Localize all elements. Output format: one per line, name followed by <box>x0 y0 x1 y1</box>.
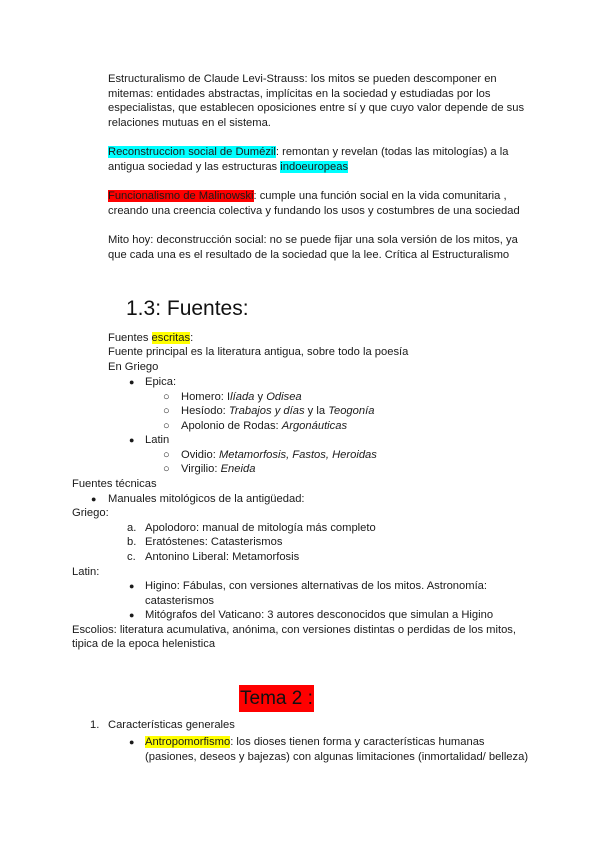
bullet-icon: ● <box>91 494 97 504</box>
bullet-icon: ● <box>129 435 135 445</box>
bullet-icon: ● <box>129 581 135 591</box>
text-line: Manuales mitológicos de la antigüedad: <box>108 493 305 505</box>
text-span: : cumple una función social en la vida comunitaria , <box>253 190 507 202</box>
list-item-higino: Higino: Fábulas, con versiones alternativas de los mitos. Astronomía: <box>145 580 488 592</box>
circle-bullet-icon: ○ <box>163 405 170 417</box>
list-item-ovidio <box>181 448 377 463</box>
tema-heading: Tema 2 : <box>239 685 314 712</box>
text-line: Estructuralismo de Claude Levi-Strauss: los mitos se pueden descomponer en <box>108 73 497 85</box>
title-odisea: Odisea <box>266 391 302 403</box>
text-line: Griego: <box>72 507 109 519</box>
list-marker: 1. <box>90 719 100 731</box>
text-span: antigua sociedad y las estructuras <box>108 161 281 173</box>
text-line: Epica: <box>145 376 177 388</box>
text-line: Latin <box>145 434 170 446</box>
text-span: : los dioses tienen forma y características humanas <box>230 736 485 748</box>
list-item: Antonino Liberal: Metamorfosis <box>145 551 300 563</box>
list-item-apolonio <box>181 419 347 434</box>
text-line <box>108 145 508 160</box>
circle-bullet-icon: ○ <box>163 391 170 403</box>
section-heading: 1.3: Fuentes: <box>126 297 249 320</box>
list-item-virgilio <box>181 462 255 477</box>
title-eneida: Eneida <box>220 463 256 475</box>
circle-bullet-icon: ○ <box>163 420 170 432</box>
text-line: catasterismos <box>145 595 215 607</box>
text-span: Fuentes <box>108 332 152 344</box>
text-line: Latin: <box>72 566 100 578</box>
text-line: Fuente principal es la literatura antigua, sobre todo la poesía <box>108 346 409 358</box>
text-line <box>108 189 507 204</box>
text-line: tipica de la epoca helenistica <box>72 638 216 650</box>
title-argonauticas: Argonáuticas <box>281 420 348 432</box>
text-line: creando una creencia colectiva y fundando los usos y costumbres de una sociedad <box>108 205 520 217</box>
text-span: : <box>190 332 194 344</box>
text-span: Ovidio: <box>181 449 219 461</box>
text-span: y la <box>304 405 329 417</box>
text-line: que cada una es el resultado de la sociedad que la lee. Crítica al Estructuralismo <box>108 249 510 261</box>
highlight-antropomorfismo: Antropomorfismo <box>145 736 231 748</box>
text-span: Hesíodo: <box>181 405 229 417</box>
text-line: especialistas, que establecen oposiciones entre sí y que cuyo valor depende de sus <box>108 102 525 114</box>
list-item-mitografos: Mitógrafos del Vaticano: 3 autores desconocidos que simulan a Higino <box>145 609 494 621</box>
text-line: (pasiones, deseos y bajezas) con algunas limitaciones (inmortalidad/ belleza) <box>145 751 529 763</box>
list-item-homero <box>181 390 302 405</box>
list-marker: a. <box>127 522 137 534</box>
list-item-caracteristicas: Características generales <box>108 719 235 731</box>
text-line <box>108 160 348 175</box>
text-line: En Griego <box>108 361 159 373</box>
text-span: y <box>254 391 267 403</box>
list-marker: b. <box>127 536 137 548</box>
bullet-icon: ● <box>129 377 135 387</box>
title-trabajos: Trabajos y días <box>228 405 305 417</box>
circle-bullet-icon: ○ <box>163 463 170 475</box>
text-span: Homero: I <box>181 391 231 403</box>
title-iliada: líada <box>230 391 255 403</box>
highlight-indoeuropeas: indoeuropeas <box>280 161 349 173</box>
text-span: : remontan y revelan (todas las mitologías) a la <box>275 146 509 158</box>
title-ovidio-works: Metamorfosis, Fastos, Heroidas <box>218 449 377 461</box>
list-marker: c. <box>127 551 136 563</box>
list-item: Apolodoro: manual de mitología más completo <box>145 522 376 534</box>
title-teogonia: Teogonía <box>328 405 375 417</box>
list-item-hesiodo <box>181 404 374 419</box>
text-line: relaciones mutuas en el sistema. <box>108 117 271 129</box>
text-span: Virgilio: <box>181 463 221 475</box>
highlight-dumezil: Reconstruccion social de Dumézil <box>108 146 276 158</box>
list-item-antropomorfismo <box>145 735 485 750</box>
highlight-escritas: escritas <box>151 332 191 344</box>
bullet-icon: ● <box>129 610 135 620</box>
text-line: Fuentes técnicas <box>72 478 157 490</box>
text-line: mitemas: entidades abstractas, implícitas en la sociedad y estudiadas por los <box>108 88 491 100</box>
circle-bullet-icon: ○ <box>163 449 170 461</box>
bullet-icon: ● <box>129 737 135 747</box>
text-span: Apolonio de Rodas: <box>181 420 282 432</box>
list-item: Eratóstenes: Catasterismos <box>145 536 283 548</box>
text-line: Mito hoy: deconstrucción social: no se puede fijar una sola versión de los mitos, ya <box>108 234 518 246</box>
text-line: Escolios: literatura acumulativa, anónima, con versiones distintas o perdidas de los mitos, <box>72 624 516 636</box>
text-line <box>108 331 193 346</box>
highlight-malinowski: Funcionalismo de Malinowski <box>108 190 254 202</box>
